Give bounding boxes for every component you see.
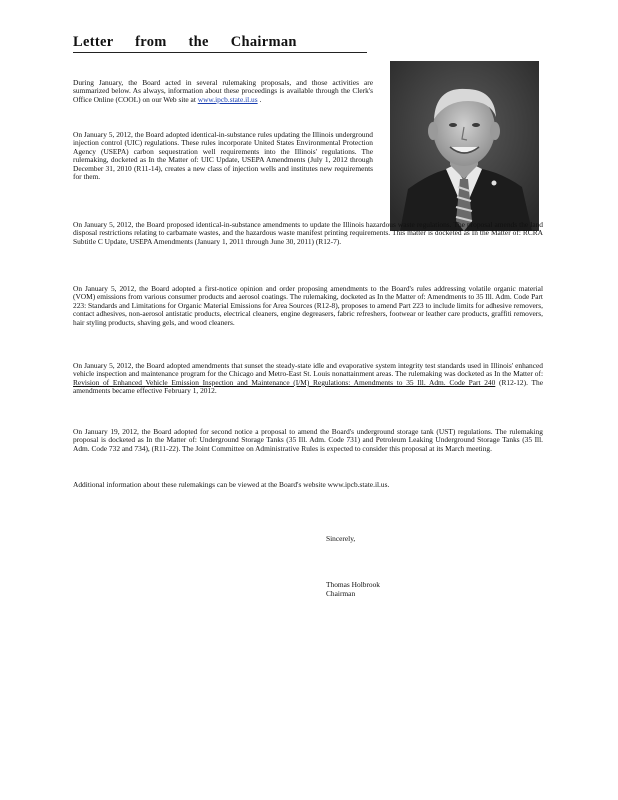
paragraph-vehicle-inspection bbox=[73, 362, 543, 396]
chairman-photo bbox=[390, 61, 539, 231]
intro-text-end: . bbox=[257, 94, 262, 104]
signature-block bbox=[326, 580, 380, 598]
signer-role: Chairman bbox=[326, 589, 356, 598]
paragraph-uic-update: On January 5, 2012, the Board adopted identical-in-substance rules updating the Illinois underground injection control (UIC) regulations. These rules incorporate United States Environmental Protection Agency (USEPA) carbon sequestration well requirements into the Illinois' regulations. The rulemaking, docketed as In the Matter of: UIC Update, USEPA Amendments (July 1, 2012 through December 31, 2010 (R11-14), creates a new class of injection wells and institutes new requirements for them. bbox=[73, 130, 373, 182]
signer-name: Thomas Holbrook bbox=[326, 580, 380, 589]
paragraph-ust-regulations: On January 19, 2012, the Board adopted for second notice a proposal to amend the Board's underground storage tank (UST) regulations. The rulemaking proposal is docketed as In the Matter of: Underground Storage Tanks (35 Ill. Adm. Code 731) and Petroleum Leaking Underground Storage Tanks (35 Ill. Adm. Code 732 and 734), (R11-22). The Joint Committee on Administrative Rules is expected to consider this proposal at its March meeting. bbox=[73, 427, 543, 453]
vehicle-docket-title: Revision of Enhanced Vehicle Emission Inspection and Maintenance (I/M) Regulations: Amendments to 35 Ill. Adm. Code Part 240 bbox=[73, 377, 496, 387]
paragraph-additional-info: Additional information about these rulemakings can be viewed at the Board's website www.ipcb.state.il.us. bbox=[73, 480, 390, 489]
closing-salutation: Sincerely, bbox=[326, 534, 356, 543]
paragraph-rcra-update: On January 5, 2012, the Board proposed identical-in-substance amendments to update the Illinois hazardous waste regulations. The proposal amends the land disposal restrictions relating to carbamate wastes, and the hazardous waste manifest printing requirements. This matter is docketed as In the Matter of: RCRA Subtitle C Update, USEPA Amendments (January 1, 2011 through June 30, 2011) (R12-7). bbox=[73, 220, 543, 246]
portrait-photo-icon bbox=[390, 61, 539, 231]
vehicle-text: On January 5, 2012, the Board adopted amendments that sunset the steady-state idle and evaporative system integrity test standards used in Illinois' enhanced vehicle inspection and maintenance program for the Chicago and Metro-East St. Louis nonattainment areas. The rulemaking was docketed as In the Matter of: bbox=[73, 361, 543, 379]
paragraph-intro bbox=[73, 79, 373, 104]
intro-text: During January, the Board acted in several rulemaking proposals, and those activities are summarized below. As always, information about these proceedings is available through the Clerk's Office Online (COOL) on our Web site at bbox=[73, 78, 373, 104]
vehicle-text-end: (R12-12). The amendments became effective February 1, 2012. bbox=[73, 377, 543, 396]
website-link[interactable]: www.ipcb.state.il.us bbox=[197, 94, 258, 104]
page-title: Letter from the Chairman bbox=[73, 34, 367, 53]
paragraph-vom-emissions: On January 5, 2012, the Board adopted a first-notice opinion and order proposing amendments to the Board's rules addressing volatile organic material (VOM) emissions from various consumer products and aerosol coatings. The rulemaking, docketed as In the Matter of: Amendments to 35 Ill. Adm. Code Part 223: Standards and Limitations for Organic Material Emissions for Area Sources (R12-8), proposes to amend Part 223 to include limits for adhesive removers, contact adhesives, non-aerosol antistatic products, electrical cleaners, engine degreasers, fabric refreshers, footwear or leather care products, graffiti removers, hair styling products, shaving gels, and wood cleaners. bbox=[73, 284, 543, 327]
